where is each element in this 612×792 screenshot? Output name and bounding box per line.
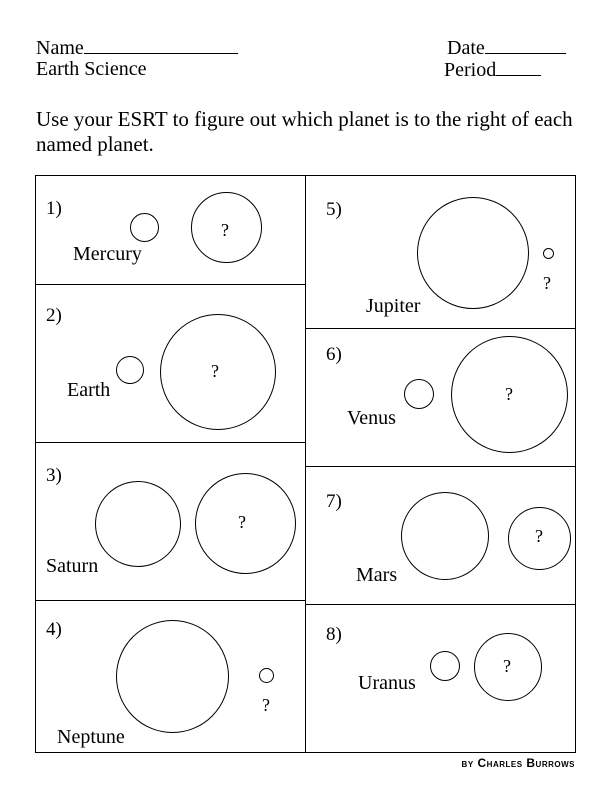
panel-number: 7) (326, 491, 342, 512)
panel-number: 6) (326, 344, 342, 365)
panel-8 (305, 604, 576, 753)
date-line (447, 36, 566, 59)
name-blank[interactable] (84, 36, 238, 54)
panel-number: 8) (326, 624, 342, 645)
planet-name: Neptune (57, 726, 125, 748)
panel-number: 4) (46, 619, 62, 640)
question-mark: ? (221, 220, 229, 240)
question-mark: ? (262, 695, 270, 715)
panel-number: 3) (46, 465, 62, 486)
question-mark: ? (543, 273, 551, 293)
name-label: Name (36, 37, 84, 59)
unknown-planet-circle (259, 668, 274, 683)
question-mark: ? (503, 656, 511, 676)
unknown-planet-circle (543, 248, 554, 259)
planet-name: Jupiter (366, 295, 421, 317)
period-label: Period (444, 59, 497, 81)
panel-1 (35, 175, 306, 285)
planet-name: Mars (356, 564, 398, 586)
panel-5 (305, 175, 576, 329)
planet-name: Saturn (46, 555, 99, 577)
instructions: Use your ESRT to figure out which planet is to the right of each named planet. (36, 107, 573, 156)
panel-number: 1) (46, 198, 62, 219)
author-credit: by Charles Burrows (461, 756, 575, 770)
panel-7 (305, 466, 576, 605)
panel-6 (305, 328, 576, 467)
period-blank[interactable] (496, 58, 541, 76)
panel-number: 2) (46, 305, 62, 326)
date-blank[interactable] (485, 36, 566, 54)
panel-3 (35, 442, 306, 601)
panel-4 (35, 600, 306, 753)
planet-name: Earth (67, 379, 111, 401)
neptune-circle (116, 620, 229, 733)
earth-circle (116, 356, 144, 384)
panel-2 (35, 284, 306, 443)
venus-circle (404, 379, 434, 409)
saturn-circle (95, 481, 181, 567)
period-line (444, 58, 541, 81)
planet-name: Mercury (73, 243, 142, 265)
mars-circle (401, 492, 489, 580)
mercury-circle (130, 213, 159, 242)
panel-number: 5) (326, 199, 342, 220)
date-label: Date (447, 37, 485, 59)
question-mark: ? (535, 526, 543, 546)
planet-name: Uranus (358, 672, 416, 694)
subject-label: Earth Science (36, 58, 147, 80)
jupiter-circle (417, 197, 529, 309)
name-line (36, 36, 238, 59)
question-mark: ? (505, 384, 513, 404)
uranus-circle (430, 651, 460, 681)
question-mark: ? (238, 512, 246, 532)
question-mark: ? (211, 361, 219, 381)
planet-name: Venus (347, 407, 396, 429)
